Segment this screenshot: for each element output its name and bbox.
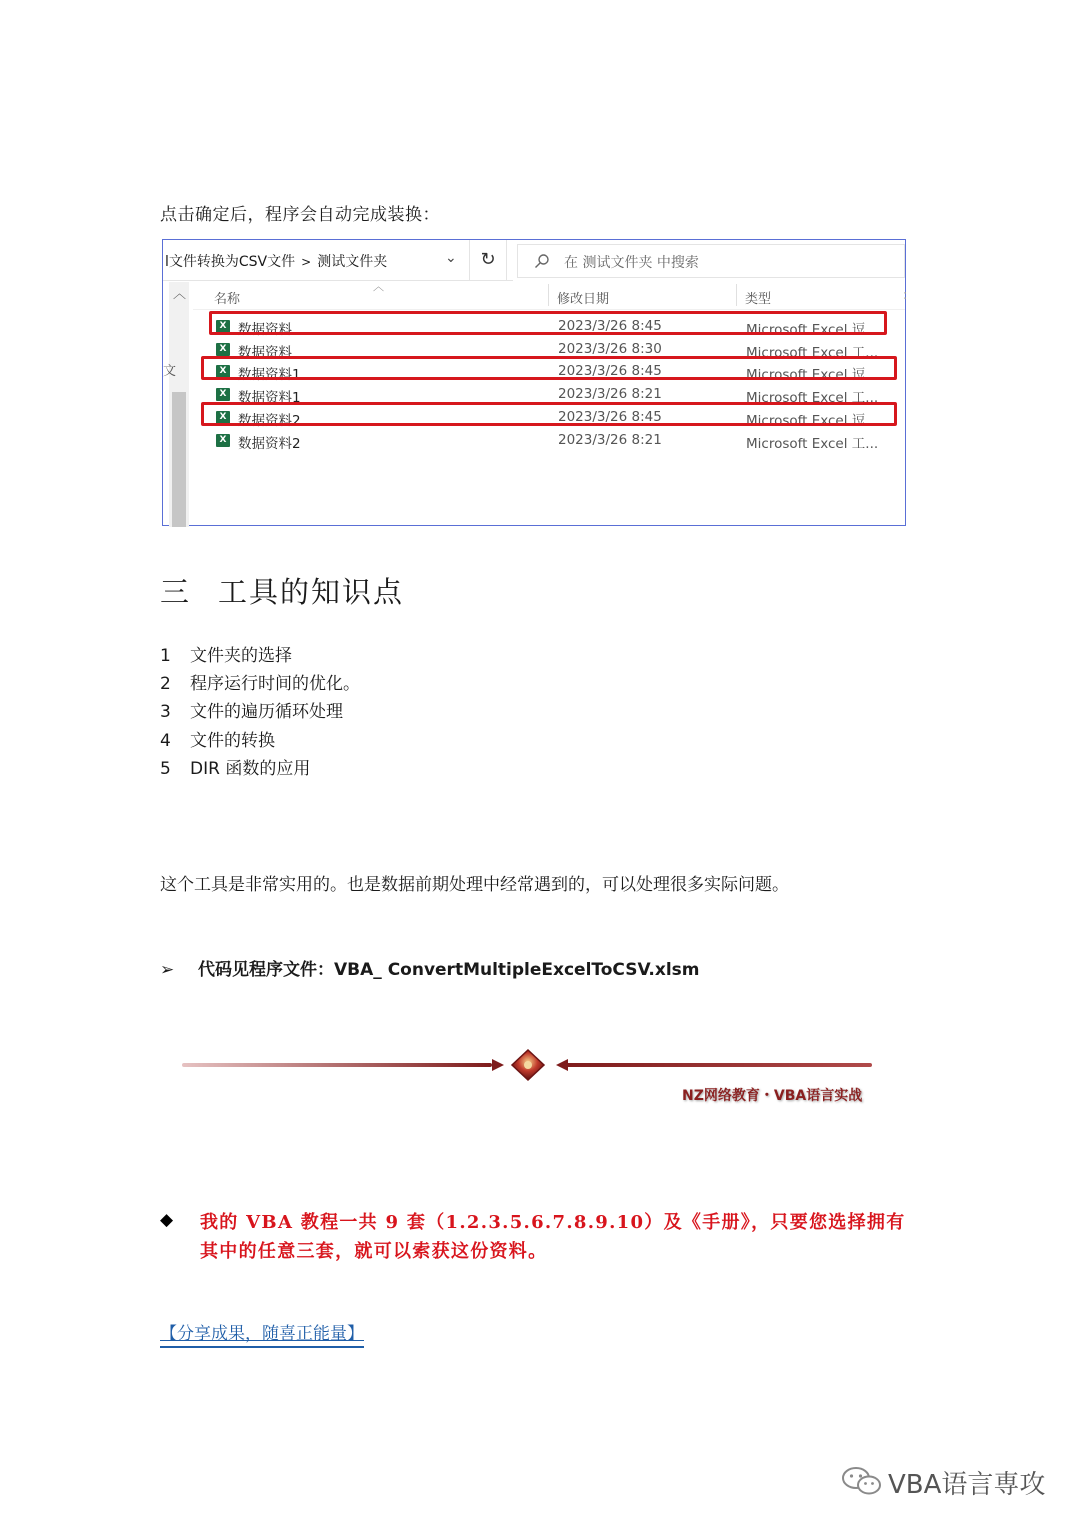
scrollbar[interactable] — [169, 282, 189, 527]
watermark-text: VBA语言専攻 — [888, 1470, 1046, 1500]
breadcrumb-item-current[interactable]: 测试文件夹 — [317, 254, 388, 270]
file-name: 数据资料 — [238, 322, 292, 338]
arrow-bullet-icon: ➢ — [160, 960, 175, 980]
excel-file-icon: X — [216, 411, 230, 424]
list-item-number: 5 — [160, 758, 171, 779]
file-type: Microsoft Excel 逗... — [746, 412, 879, 429]
breadcrumb-item-parent[interactable]: l文件转换为CSV文件 — [165, 254, 296, 270]
excel-file-icon: X — [216, 388, 230, 401]
section-heading — [160, 570, 404, 611]
file-type: Microsoft Excel 工... — [746, 435, 879, 452]
list-item-text: DIR 函数的应用 — [190, 758, 311, 779]
highlight-box — [201, 402, 897, 426]
address-bar[interactable] — [163, 240, 513, 281]
diamond-bullet-icon: ◆ — [160, 1210, 174, 1230]
divider-caption: NZ网络教育・VBA语言实战 — [682, 1088, 863, 1104]
list-item-text: 文件夹的选择 — [190, 646, 292, 666]
excel-file-icon: X — [216, 343, 230, 356]
chevron-down-icon[interactable]: ⌄ — [445, 250, 457, 266]
promo-text: 我的 VBA 教程一共 9 套（1.2.3.5.6.7.8.9.10）及《手册》，只要您选择拥有其中的任意三套，就可以索获这份资料。 — [200, 1212, 906, 1262]
file-name: 数据资料 — [238, 344, 292, 361]
summary-paragraph: 这个工具是非常实用的。也是数据前期处理中经常遇到的，可以处理很多实际问题。 — [160, 875, 789, 895]
section-title: 工具的知识点 — [218, 575, 405, 609]
list-item-number: 1 — [160, 646, 171, 666]
search-input[interactable] — [517, 244, 905, 278]
code-note — [160, 955, 700, 980]
search-placeholder: 在 测试文件夹 中搜索 — [564, 255, 699, 271]
list-item-text: 程序运行时间的优化。 — [190, 674, 360, 695]
wechat-icon — [840, 1465, 884, 1497]
list-item — [160, 697, 360, 725]
file-type: Microsoft Excel 逗... — [746, 322, 879, 338]
scrollbar-thumb[interactable] — [172, 392, 186, 527]
list-item — [160, 641, 360, 669]
knowledge-point-list — [160, 641, 360, 782]
file-name: 数据资料1 — [238, 390, 301, 407]
excel-file-icon: X — [216, 434, 230, 447]
share-link[interactable]: 【分享成果，随喜正能量】 — [160, 1323, 364, 1348]
breadcrumb-separator-icon: > — [301, 255, 312, 269]
file-modified-date: 2023/3/26 8:30 — [558, 340, 662, 357]
file-name: 数据资料2 — [238, 412, 301, 429]
intro-text: 点击确定后，程序会自动完成装换： — [160, 205, 440, 225]
column-divider[interactable] — [736, 284, 737, 306]
side-fragment-text: 文 — [163, 364, 177, 379]
list-item — [160, 726, 360, 754]
list-item-number: 4 — [160, 730, 171, 751]
list-item-number: 2 — [160, 674, 171, 695]
file-name: 数据资料1 — [238, 367, 301, 384]
column-header-more[interactable]: : — [903, 288, 908, 303]
file-modified-date: 2023/3/26 8:45 — [558, 318, 662, 334]
excel-file-icon: X — [216, 320, 230, 333]
breadcrumb — [165, 251, 387, 271]
header-divider — [193, 309, 905, 310]
column-header-type[interactable]: 类型 — [745, 292, 772, 307]
refresh-icon[interactable]: ↻ — [469, 240, 507, 280]
watermark — [840, 1461, 1060, 1501]
list-item-number: 3 — [160, 702, 171, 723]
code-note-text: 代码见程序文件：VBA_ ConvertMultipleExcelToCSV.xlsm — [198, 960, 700, 980]
file-modified-date: 2023/3/26 8:21 — [558, 386, 662, 403]
excel-file-icon: X — [216, 365, 230, 378]
file-modified-date: 2023/3/26 8:45 — [558, 408, 662, 425]
column-header-date[interactable]: 修改日期 — [557, 292, 610, 307]
file-type: Microsoft Excel 工... — [746, 390, 879, 407]
section-number: 三 — [160, 575, 192, 609]
file-explorer-screenshot — [162, 239, 906, 526]
ornamental-divider — [180, 1040, 880, 1120]
sort-caret-icon: ︿ — [373, 280, 384, 293]
list-item — [160, 669, 360, 697]
ornament-graphic — [180, 1040, 880, 1085]
list-item-text: 文件的遍历循环处理 — [190, 702, 343, 723]
column-header-name[interactable]: 名称 — [214, 292, 241, 307]
list-item — [160, 754, 360, 782]
chevron-up-icon[interactable]: ︿ — [173, 287, 187, 302]
list-item-text: 文件的转换 — [190, 730, 275, 751]
search-icon — [534, 253, 550, 269]
file-modified-date: 2023/3/26 8:21 — [558, 431, 662, 448]
file-name: 数据资料2 — [238, 435, 301, 452]
highlight-box — [209, 311, 887, 335]
file-type: Microsoft Excel 逗... — [746, 367, 879, 384]
file-type: Microsoft Excel 工... — [746, 344, 879, 361]
column-divider[interactable] — [548, 284, 549, 306]
file-row[interactable] — [213, 430, 903, 453]
highlight-box — [201, 356, 897, 380]
file-modified-date: 2023/3/26 8:45 — [558, 363, 662, 380]
